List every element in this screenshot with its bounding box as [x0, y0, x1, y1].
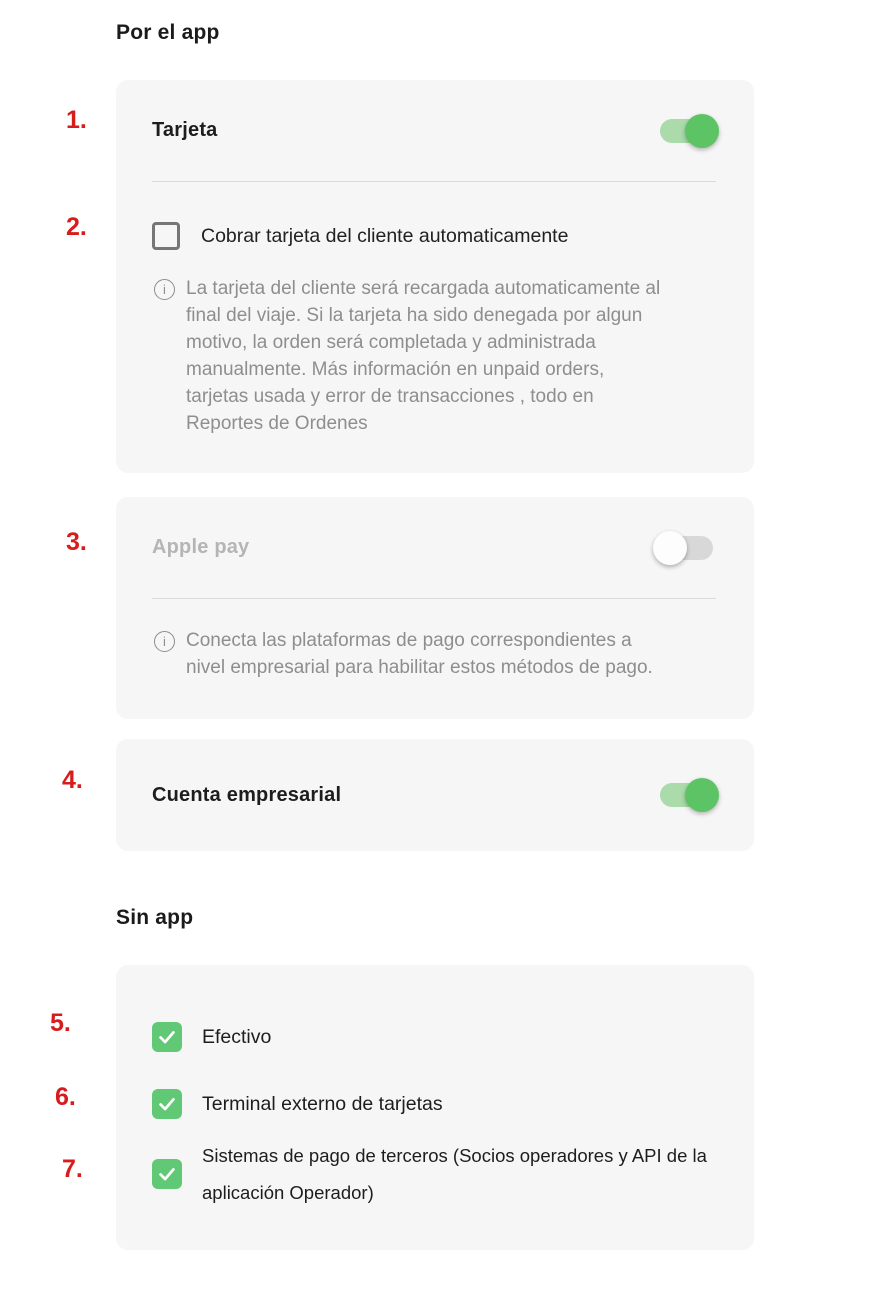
divider — [152, 181, 716, 182]
card-sin-app — [116, 965, 754, 1250]
checkmark-icon — [156, 1026, 178, 1048]
terceros-label: Sistemas de pago de terceros (Socios operadores y API de la aplicación Operador) — [202, 1145, 707, 1203]
tarjeta-toggle[interactable] — [655, 113, 717, 149]
terminal-row — [152, 1082, 443, 1126]
tarjeta-info-text — [186, 275, 660, 437]
auto-charge-row — [152, 222, 716, 250]
annotation-5: 5. — [50, 1009, 71, 1037]
info-circle-icon: i — [154, 279, 175, 300]
section-heading-sin-app: Sin app — [116, 906, 194, 929]
annotation-2: 2. — [66, 213, 87, 241]
apple-pay-info-text — [186, 627, 653, 681]
annotation-6: 6. — [55, 1083, 76, 1111]
card-cuenta-empresarial — [116, 739, 754, 851]
cuenta-title-row — [116, 739, 754, 851]
toggle-knob — [685, 114, 719, 148]
info-line: manualmente. Más información en unpaid orders, — [186, 359, 605, 380]
info-line: tarjetas usada y error de transacciones , todo en — [186, 386, 594, 407]
apple-pay-title: Apple pay — [152, 536, 250, 558]
annotation-1: 1. — [66, 106, 87, 134]
info-line: Reportes de Ordenes — [186, 413, 368, 434]
annotation-3: 3. — [66, 528, 87, 556]
card-apple-pay — [116, 497, 754, 719]
card-tarjeta — [116, 80, 754, 473]
cuenta-toggle[interactable] — [655, 777, 717, 813]
info-line: Conecta las plataformas de pago correspondientes a — [186, 630, 632, 651]
info-line: nivel empresarial para habilitar estos métodos de pago. — [186, 657, 653, 678]
apple-pay-toggle[interactable] — [655, 530, 717, 566]
apple-pay-title-row — [116, 497, 754, 598]
info-line: La tarjeta del cliente será recargada automaticamente al — [186, 278, 661, 299]
checkmark-icon — [156, 1093, 178, 1115]
efectivo-row — [152, 1015, 271, 1059]
tarjeta-title: Tarjeta — [152, 119, 218, 141]
apple-pay-info — [154, 627, 714, 681]
terminal-checkbox[interactable] — [152, 1089, 182, 1119]
info-line: motivo, la orden será completada y administrada — [186, 332, 596, 353]
toggle-knob — [685, 778, 719, 812]
cuenta-title: Cuenta empresarial — [152, 783, 342, 806]
section-heading-por-el-app: Por el app — [116, 21, 220, 44]
tarjeta-title-row — [116, 80, 754, 181]
divider — [152, 598, 716, 599]
annotation-7: 7. — [62, 1155, 83, 1183]
terceros-row — [152, 1134, 722, 1214]
terceros-checkbox[interactable] — [152, 1159, 182, 1189]
info-circle-icon: i — [154, 631, 175, 652]
toggle-knob — [653, 531, 687, 565]
info-line: final del viaje. Si la tarjeta ha sido denegada por algun — [186, 305, 643, 326]
auto-charge-checkbox[interactable] — [152, 222, 180, 250]
tarjeta-info — [154, 275, 714, 437]
checkmark-icon — [156, 1163, 178, 1185]
terminal-label: Terminal externo de tarjetas — [202, 1092, 443, 1115]
auto-charge-label: Cobrar tarjeta del cliente automaticamente — [201, 224, 569, 247]
efectivo-label: Efectivo — [202, 1025, 272, 1048]
efectivo-checkbox[interactable] — [152, 1022, 182, 1052]
annotation-4: 4. — [62, 766, 83, 794]
